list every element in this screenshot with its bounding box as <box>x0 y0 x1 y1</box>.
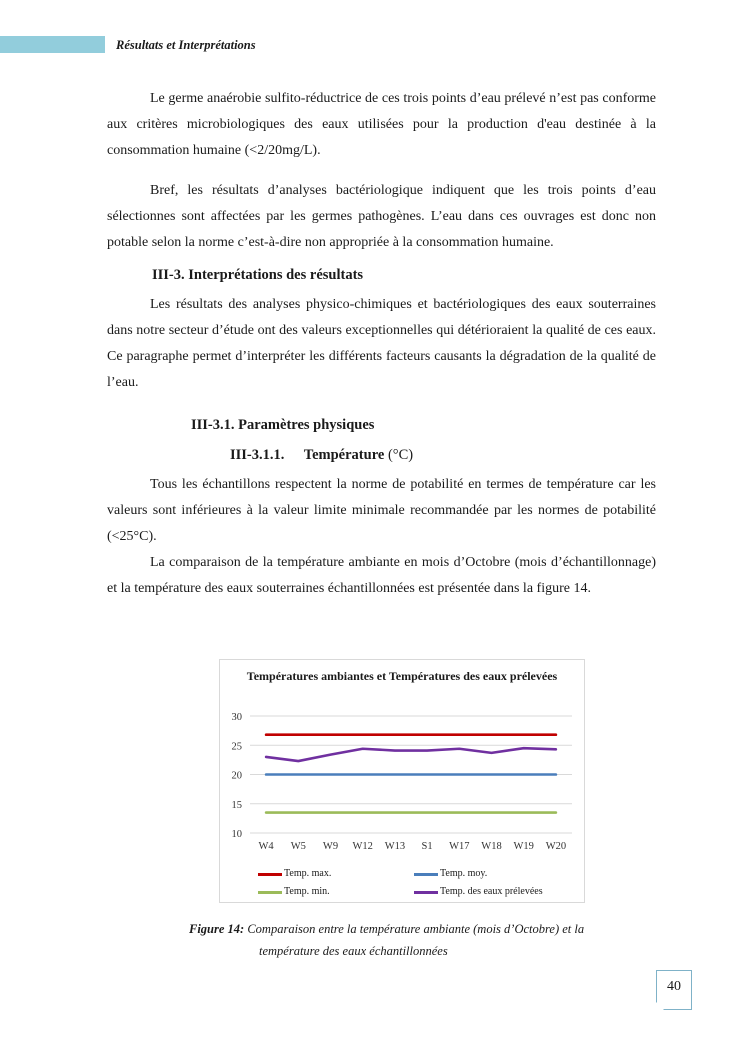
page-number-box <box>656 970 692 1010</box>
x-tick-label: W5 <box>290 841 306 852</box>
x-tick-label: W12 <box>352 841 373 852</box>
legend-item-temp-max <box>258 868 331 880</box>
running-header: Résultats et Interprétations <box>116 38 256 52</box>
heading-title: Température <box>303 447 385 463</box>
header-accent-bar <box>0 36 105 53</box>
x-tick-label: W13 <box>384 841 406 852</box>
legend-item-temp-eaux <box>414 886 543 898</box>
main-content <box>107 86 656 602</box>
paragraph-4: Tous les échantillons respectent la norme de potabilité en termes de température car les valeurs sont inférieures à la valeur limite minimale recommandée par les normes de potabilité (<25°C). <box>107 477 656 544</box>
y-tick-label: 15 <box>231 799 242 811</box>
heading-number: III-3.1.1. <box>230 447 285 463</box>
caption-text-line-1: Comparaison entre la température ambiante (mois d’Octobre) et la <box>247 922 585 936</box>
figure-caption <box>189 918 659 962</box>
legend-item-temp-min <box>258 886 330 898</box>
temperature-chart <box>219 659 585 903</box>
y-tick-label: 30 <box>231 712 242 723</box>
legend-swatch-temp-moy <box>414 873 438 876</box>
x-tick-label: W18 <box>481 841 502 852</box>
page-number: 40 <box>667 979 681 994</box>
section-heading-iii-3: III-3. Interprétations des résultats <box>152 267 364 283</box>
legend-swatch-temp-eaux <box>414 891 438 894</box>
heading-unit: (°C) <box>387 447 414 463</box>
paragraph-3: Les résultats des analyses physico-chimiques et bactériologiques des eaux souterraines dans notre secteur d’étude ont des valeurs exceptionnelles qui détérioraient la qualité de ces eaux. Ce paragraphe permet d’interpréter les différents facteurs causants la dégradation de la qualité de l’eau. <box>107 297 656 390</box>
series-line-3 <box>266 748 556 761</box>
chart-title: Températures ambiantes et Températures des eaux prélevées <box>246 669 558 683</box>
paragraph-2: Bref, les résultats d’analyses bactériologique indiquent que les trois points d’eau sélectionnes sont affectées par les germes pathogènes. L’eau dans ces ouvrages est donc non potable selon la norme c’est-à-dire non appropriée à la consommation humaine. <box>107 183 656 250</box>
caption-text-line-2: température des eaux échantillonnées <box>259 944 448 958</box>
page-fold-corner <box>656 1002 664 1010</box>
caption-label: Figure 14: <box>189 922 245 936</box>
paragraph-1: Le germe anaérobie sulfito-réductrice de ces trois points d’eau prélevé n’est pas conforme aux critères microbiologiques des eaux utilisées pour la production d'eau destinée à la consommation humaine (<2/20mg/L). <box>107 91 656 158</box>
x-tick-label: W4 <box>258 841 274 852</box>
x-tick-label: S1 <box>421 841 433 852</box>
y-tick-label: 25 <box>231 741 242 753</box>
legend-label: Temp. des eaux prélevées <box>440 886 543 897</box>
section-heading-iii-3-1: III-3.1. Paramètres physiques <box>191 417 375 433</box>
legend-label: Temp. moy. <box>440 868 488 879</box>
legend-swatch-temp-max <box>258 873 282 876</box>
legend-label: Temp. max. <box>284 868 332 879</box>
legend-label: Temp. min. <box>284 886 330 897</box>
legend-swatch-temp-min <box>258 891 282 894</box>
legend-item-temp-moy <box>414 868 487 880</box>
x-tick-label: W20 <box>545 841 567 852</box>
y-tick-label: 20 <box>231 770 242 782</box>
section-heading-iii-3-1-1 <box>230 442 656 468</box>
x-tick-label: W19 <box>513 841 534 852</box>
x-tick-label: W17 <box>449 841 470 852</box>
paragraph-5: La comparaison de la température ambiante en mois d’Octobre (mois d’échantillonnage) et la température des eaux souterraines échantillonnées est présentée dans la figure 14. <box>107 555 656 596</box>
y-tick-label: 10 <box>231 829 242 840</box>
x-tick-label: W9 <box>322 841 339 852</box>
